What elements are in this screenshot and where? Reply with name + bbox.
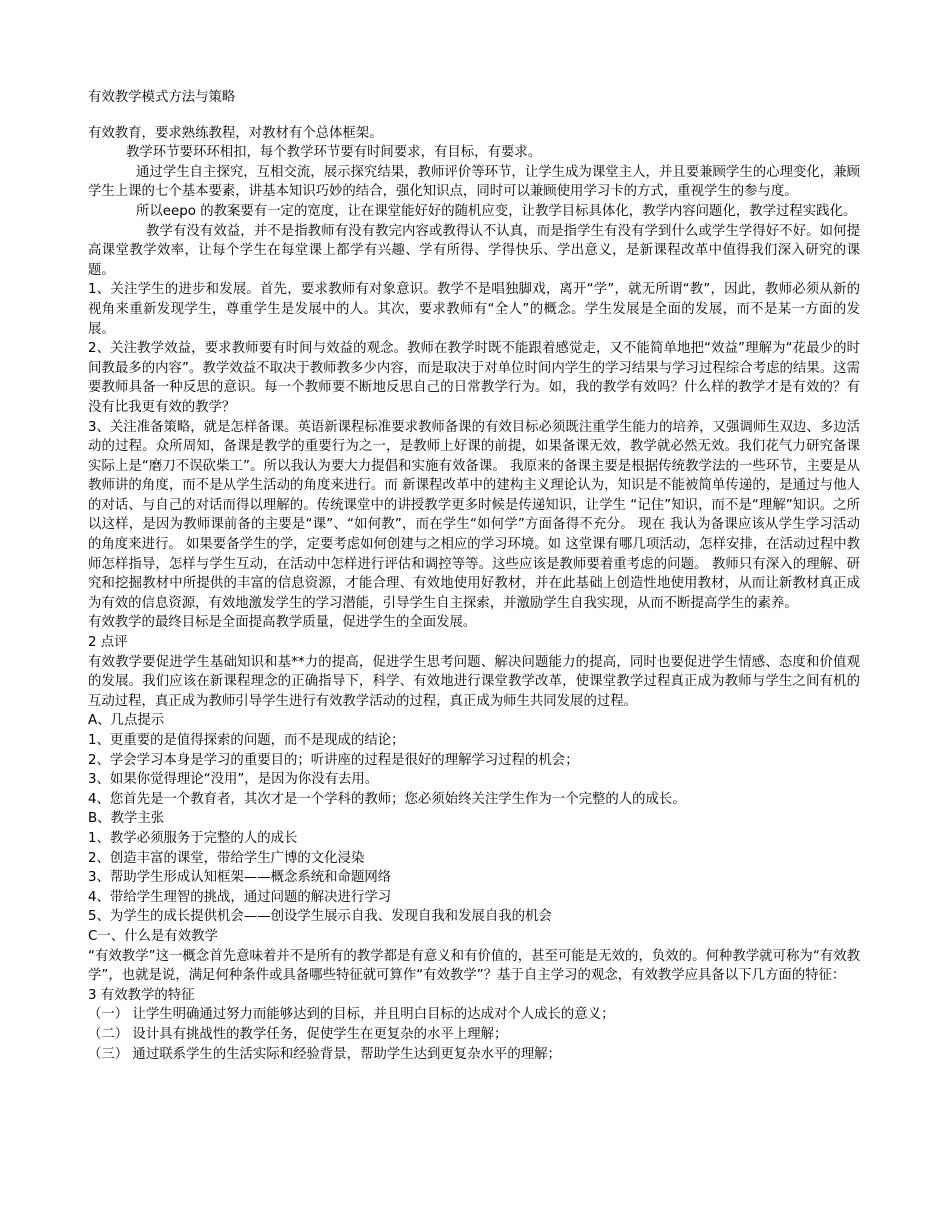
list-item: 1、教学必须服务于完整的人的成长 bbox=[88, 830, 298, 846]
section-heading: 3 有效教学的特征 bbox=[88, 987, 195, 1003]
list-item: 4、您首先是一个教育者，其次才是一个学科的教师；您必须始终关注学生作为一个完整的人的成长。 bbox=[88, 791, 686, 807]
document-title: 有效教学模式方法与策略 bbox=[88, 90, 236, 105]
list-item: 1、关注学生的进步和发展。首先，要求教师有对象意识。教学不是唱独脚戏，离开“学”，就无所谓“教”，因此，教师必须从新的视角来重新发现学生，尊重学生是发展中的人。其次，要求教师有“全人”的概念。学生发展是全面的发展，而不是某一方面的发展。 bbox=[88, 282, 860, 337]
list-item: 3、如果你觉得理论“没用”，是因为你没有去用。 bbox=[88, 772, 379, 788]
paragraph: 有效教育，要求熟练教程，对教材有个总体框架。 bbox=[88, 125, 383, 141]
section-heading: C一、什么是有效教学 bbox=[88, 928, 218, 944]
section-heading: A、几点提示 bbox=[88, 713, 165, 729]
list-item: 4、带给学生理智的挑战，通过问题的解决进行学习 bbox=[88, 889, 392, 905]
list-item: 5、为学生的成长提供机会——创设学生展示自我、发现自我和发展自我的机会 bbox=[88, 909, 552, 925]
paragraph: 通过学生自主探究，互相交流，展示探究结果，教师评价等环节，让学生成为课堂主人，并且要兼顾学生的心理变化，兼顾学生上课的七个基本要素，讲基本知识巧妙的结合，强化知识点，同时可以兼顾使用学习卡的方式，重视学生的参与度。 bbox=[88, 164, 860, 200]
list-item: 1、更重要的是值得探索的问题，而不是现成的结论； bbox=[88, 733, 405, 748]
list-item: 2、学会学习本身是学习的重要目的；听讲座的过程是很好的理解学习过程的机会； bbox=[88, 752, 579, 768]
list-item: 3、关注准备策略，就是怎样备课。英语新课程标准要求教师备课的有效目标必须既注重学生能力的培养，又强调师生双边、多边活动的过程。众所周知，备课是教学的重要行为之一，是教师上好课的前提，如果备课无效，教学就必然无效。我们花气力研究备课实际上是“磨刀不误砍柴工”。所以我认为要大力提倡和实施有效备课。 我原来的备课主要是根据传统教学法的一些环节，主要是从教师讲的角度，而不是从学生活动的角度来进行。而 新课程改革中的建构主义理论认为，知识是不能被简单传递的，是通过与他人的对话、与自己的对话而得以理解的。传统课堂中的讲授教学更多时候是传递知识，让学生 “记住”知识，而不是“理解”知识。之所以这样，是因为教师课前备的主要是“课”、“如何教”，而在学生“如何学”方面备得不充分。 现在 我认为备课应该从学生学习活动的角度来进行。 如果要备学生的学，定要考虑如何创建与之相应的学习环境。如 这堂课有哪几项活动，怎样安排，在活动过程中教师怎样指导，怎样与学生互动，在活动中怎样进行评估和调控等等。这些应该是教师要着重考虑的问题。 教师只有深入的理解、研究和挖掘教材中所提供的丰富的信息资源，才能合理、有效地使用好教材，并在此基础上创造性地使用教材，从而让新教材真正成为有效的信息资源，有效地激发学生的学习潜能，引导学生自主探索，并激励学生自我实现，从而不断提高学生的素养。 bbox=[88, 419, 860, 611]
document-page bbox=[88, 88, 860, 1064]
list-item: 2、创造丰富的课堂，带给学生广博的文化浸染 bbox=[88, 850, 365, 866]
list-item: 2、关注教学效益，要求教师要有时间与效益的观念。教师在教学时既不能跟着感觉走，又不能简单地把“效益”理解为“花最少的时间教最多的内容”。教学效益不取决于教师教多少内容，而是取决于对单位时间内学生的学习结果与学习过程综合考虑的结果。这需要教师具备一种反思的意识。每一个教师要不断地反思自己的日常教学行为。如，我的教学有效吗？什么样的教学才是有效的？有没有比我更有效的教学？ bbox=[88, 341, 860, 415]
list-item: （三） 通过联系学生的生活实际和经验背景，帮助学生达到更复杂水平的理解； bbox=[88, 1046, 561, 1062]
list-item: （二） 设计具有挑战性的教学任务，促使学生在更复杂的水平上理解； bbox=[88, 1026, 508, 1042]
paragraph: 所以eepo 的教案要有一定的宽度，让在课堂能好好的随机应变，让教学目标具体化，教学内容问题化，教学过程实践化。 bbox=[136, 203, 857, 219]
paragraph: “有效教学”这一概念首先意味着并不是所有的教学都是有意义和有价值的，甚至可能是无效的，负效的。何种教学就可称为“有效教学”，也就是说，满足何种条件或具备哪些特征就可算作“有效教学”？基于自主学习的观念，有效教学应具备以下几方面的特征： bbox=[88, 948, 860, 984]
paragraph: 有效教学要促进学生基础知识和基**力的提高，促进学生思考问题、解决问题能力的提高，同时也要促进学生情感、态度和价值观的发展。我们应该在新课程理念的正确指导下，科学、有效地进行课堂教学改革，使课堂教学过程真正成为教师与学生之间有机的互动过程，真正成为教师引导学生进行有效教学活动的过程，真正成为师生共同发展的过程。 bbox=[88, 654, 860, 709]
list-item: 3、帮助学生形成认知框架——概念系统和命题网络 bbox=[88, 870, 392, 886]
paragraph: 教学环节要环环相扣，每个教学环节要有时间要求，有目标，有要求。 bbox=[126, 145, 542, 161]
section-heading: B、教学主张 bbox=[88, 811, 165, 827]
paragraph: 有效教学的最终目标是全面提高教学质量，促进学生的全面发展。 bbox=[88, 615, 477, 631]
section-heading: 2 点评 bbox=[88, 635, 128, 651]
paragraph: 教学有没有效益，并不是指教师有没有教完内容或教得认不认真，而是指学生有没有学到什么或学生学得好不好。如何提高课堂教学效率，让每个学生在每堂课上都学有兴趣、学有所得、学得快乐、学出意义，是新课程改革中值得我们深入研究的课题。 bbox=[88, 223, 860, 278]
list-item: （一） 让学生明确通过努力而能够达到的目标，并且明白目标的达成对个人成长的意义； bbox=[88, 1007, 615, 1023]
